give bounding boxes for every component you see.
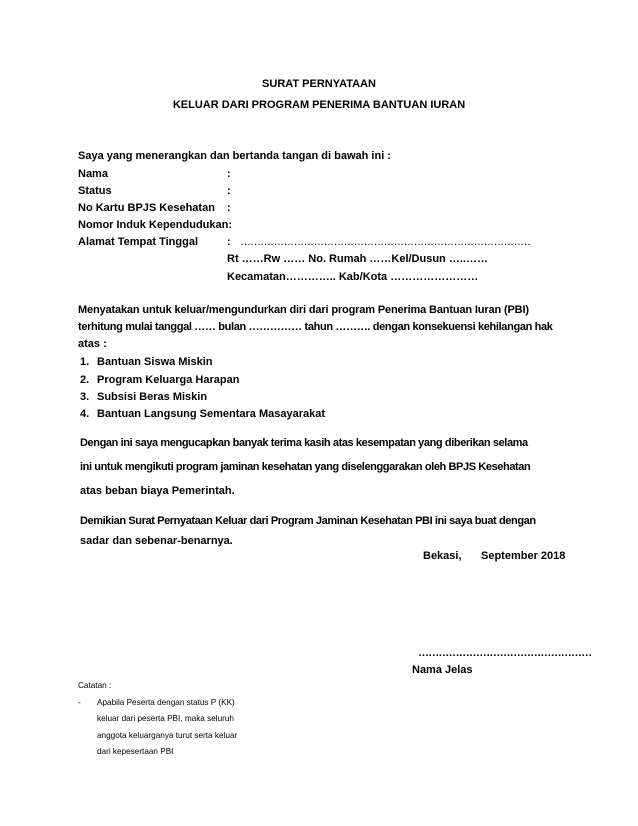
statement-line-3: atas : (78, 338, 107, 350)
closing-line-2: sadar dan sebenar-benarnya. (80, 535, 233, 547)
list-item: Program Keluarga Harapan (97, 374, 240, 386)
field-colon-kartu-bpjs: : (227, 202, 231, 214)
field-label-nama: Nama (78, 168, 108, 180)
document-title: SURAT PERNYATAAN (262, 78, 376, 90)
field-label-alamat: Alamat Tempat Tinggal (78, 236, 199, 248)
place: Bekasi, (423, 550, 462, 562)
field-label-kartu-bpjs: No Kartu BPJS Kesehatan (78, 202, 215, 214)
list-item: Bantuan Siswa Miskin (97, 356, 213, 368)
signature-name: Nama Jelas (412, 664, 473, 676)
note-line: keluar dari peserta PBI, maka seluruh (97, 714, 234, 723)
note-line: Apabila Peserta dengan status P (KK) (97, 698, 235, 707)
list-number: 4. (80, 408, 90, 420)
note-line: anggota keluarganya turut serta keluar (97, 731, 238, 740)
address-line-kecamatan: Kecamatan………….. Kab/Kota …………………… (227, 271, 479, 283)
address-line-rt-rw: Rt ……Rw …… No. Rumah ……Kel/Dusun …..…… (227, 253, 488, 265)
field-colon-status: : (227, 185, 231, 197)
list-item: Subsisi Beras Miskin (97, 391, 208, 403)
field-value-alamat: …………………………………………………………………………… (240, 236, 530, 248)
note-title: Catatan : (78, 681, 112, 690)
field-colon-nama: : (227, 168, 231, 180)
list-number: 3. (80, 391, 90, 403)
intro-text: Saya yang menerangkan dan bertanda tangan di bawah ini : (78, 150, 391, 162)
statement-line-2: terhitung mulai tanggal …… bulan …………… tahun ………. dengan konsekuensi kehilangan hak (78, 321, 553, 333)
statement-line-1: Menyatakan untuk keluar/mengundurkan diri dari program Penerima Bantuan Iuran (PBI) (78, 304, 529, 316)
field-label-status: Status (78, 185, 112, 197)
signature-line: …………………………………………… (418, 647, 592, 659)
field-colon-alamat: : (227, 236, 231, 248)
document-subtitle: KELUAR DARI PROGRAM PENERIMA BANTUAN IURAN (172, 99, 466, 111)
thanks-line-3: atas beban biaya Pemerintah. (80, 485, 235, 497)
note-dash: - (78, 698, 81, 707)
list-number: 2. (80, 374, 90, 386)
note-line: dari kepesertaan PBI (97, 747, 174, 756)
field-label-nik: Nomor Induk Kependudukan: (78, 219, 232, 231)
closing-line-1: Demikian Surat Pernyataan Keluar dari Program Jaminan Kesehatan PBI ini saya buat dengan (80, 515, 536, 527)
thanks-line-2: ini untuk mengikuti program jaminan kesehatan yang diselenggarakan oleh BPJS Kesehatan (80, 461, 531, 473)
date: September 2018 (481, 550, 566, 562)
thanks-line-1: Dengan ini saya mengucapkan banyak terima kasih atas kesempatan yang diberikan selama (80, 437, 528, 449)
list-item: Bantuan Langsung Sementara Masayarakat (97, 408, 326, 420)
list-number: 1. (80, 356, 90, 368)
